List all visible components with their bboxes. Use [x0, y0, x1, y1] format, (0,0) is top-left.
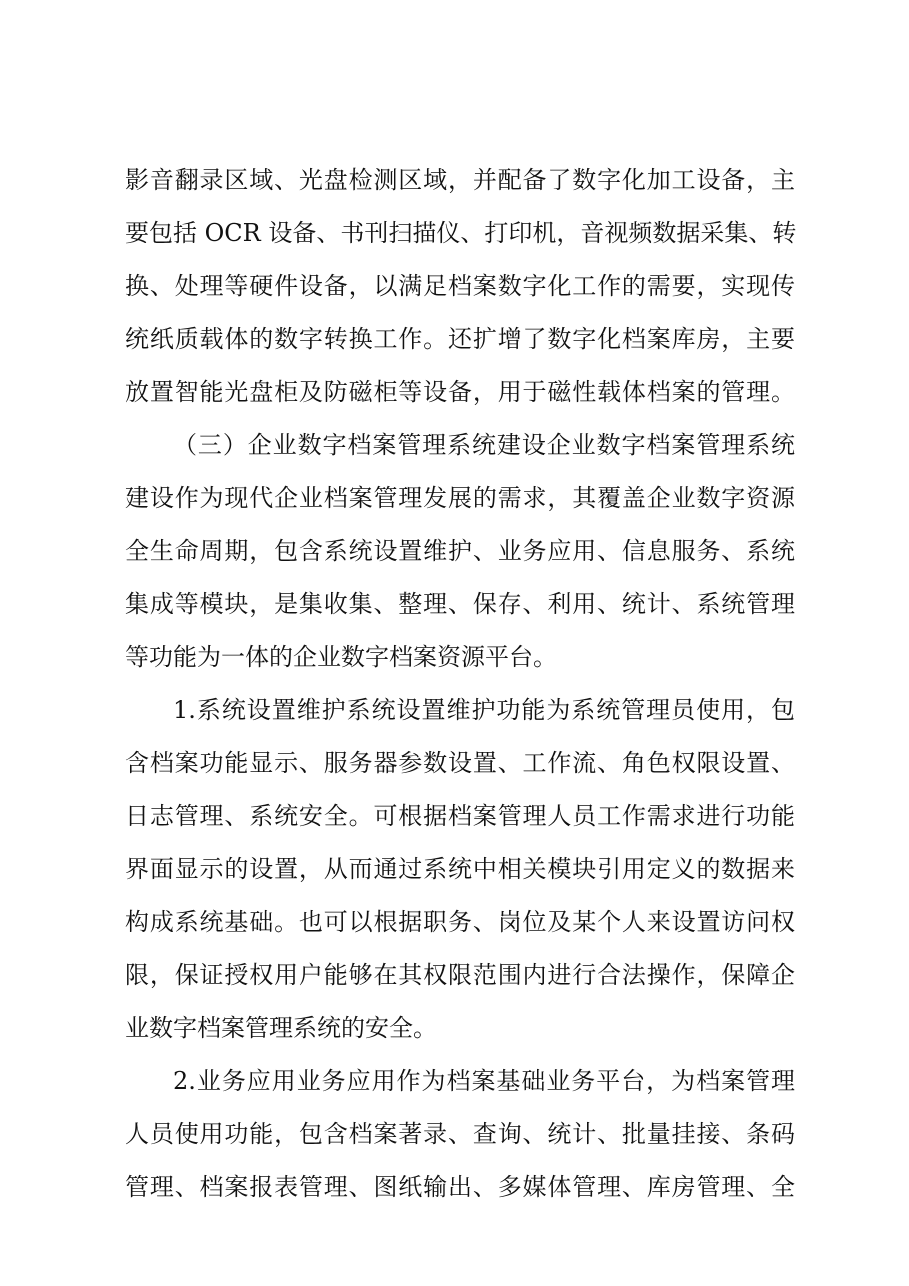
text-line: 统纸质载体的数字转换工作。还扩增了数字化档案库房，主要: [125, 325, 795, 353]
text-line: 构成系统基础。也可以根据职务、岗位及某个人来设置访问权: [125, 908, 795, 936]
text-line: 放置智能光盘柜及防磁柜等设备，用于磁性载体档案的管理。: [125, 378, 795, 406]
text-line: 限，保证授权用户能够在其权限范围内进行合法操作，保障企: [125, 961, 795, 989]
text-line: 等功能为一体的企业数字档案资源平台。: [125, 643, 557, 671]
text-line: 界面显示的设置，从而通过系统中相关模块引用定义的数据来: [125, 855, 795, 883]
section-heading-line: （三）企业数字档案管理系统建设企业数字档案管理系统: [173, 431, 795, 459]
subsection-heading-line: 2.业务应用业务应用作为档案基础业务平台，为档案管理: [173, 1067, 795, 1095]
text-line: 要包括 OCR 设备、书刊扫描仪、打印机，音视频数据采集、转: [125, 219, 797, 247]
text-line: 业数字档案管理系统的安全。: [125, 1014, 437, 1042]
text-line: 全生命周期，包含系统设置维护、业务应用、信息服务、系统: [125, 537, 795, 565]
subsection-heading-line: 1.系统设置维护系统设置维护功能为系统管理员使用，包: [173, 696, 795, 724]
text-line: 建设作为现代企业档案管理发展的需求，其覆盖企业数字资源: [125, 484, 795, 512]
text-line: 换、处理等硬件设备，以满足档案数字化工作的需要，实现传: [125, 272, 795, 300]
text-line: 日志管理、系统安全。可根据档案管理人员工作需求进行功能: [125, 802, 795, 830]
text-line: 影音翻录区域、光盘检测区域，并配备了数字化加工设备，主: [125, 166, 795, 194]
text-line: 集成等模块，是集收集、整理、保存、利用、统计、系统管理: [125, 590, 795, 618]
text-line: 管理、档案报表管理、图纸输出、多媒体管理、库房管理、全: [125, 1173, 795, 1201]
text-line: 含档案功能显示、服务器参数设置、工作流、角色权限设置、: [125, 749, 795, 777]
text-line: 人员使用功能，包含档案著录、查询、统计、批量挂接、条码: [125, 1120, 795, 1148]
